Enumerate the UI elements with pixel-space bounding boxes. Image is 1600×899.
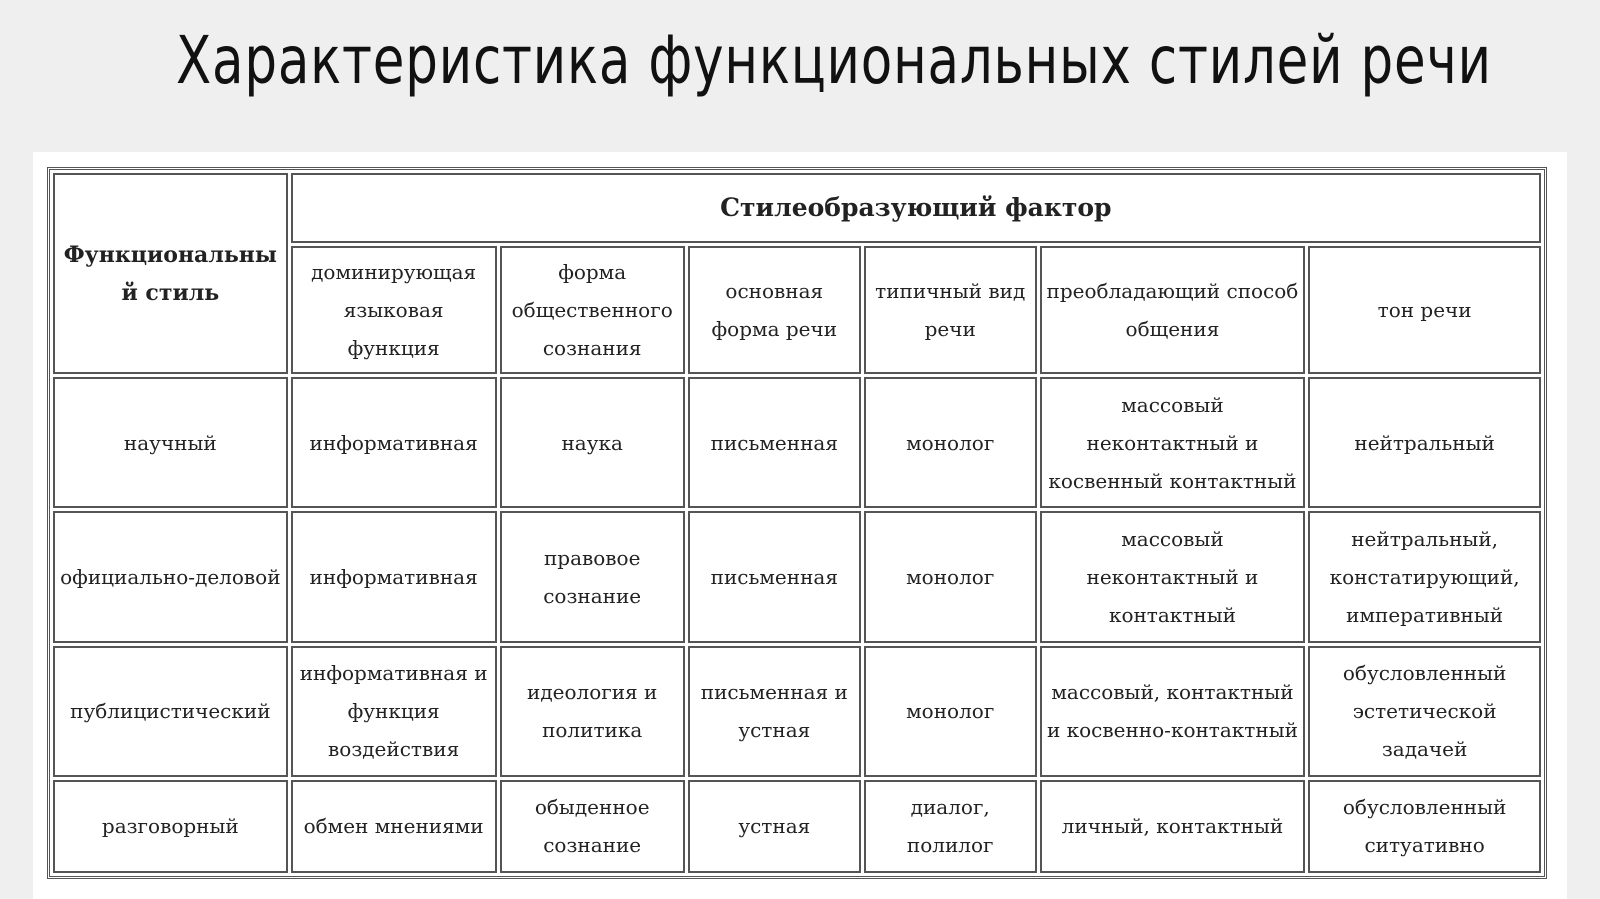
table-cell: идеология и политика	[500, 646, 685, 777]
table-cell: письменная и устная	[688, 646, 861, 777]
table-frame	[47, 167, 1547, 879]
table-cell: информативная	[291, 511, 497, 642]
column-header-consciousness-form: форма общественного сознания	[500, 246, 685, 374]
page-title: Характеристика функциональных стилей речи	[176, 22, 1492, 99]
table-cell: массовый неконтактный и косвенный контактный	[1040, 377, 1306, 508]
table-cell: массовый, контактный и косвенно-контактный	[1040, 646, 1306, 777]
table-cell: нейтральный	[1308, 377, 1541, 508]
style-column-header: Функциональный стиль	[53, 173, 288, 374]
table-cell: обыденное сознание	[500, 780, 685, 873]
factor-group-header: Стилеобразующий фактор	[291, 173, 1541, 243]
table-cell: правовое сознание	[500, 511, 685, 642]
table-cell: личный, контактный	[1040, 780, 1306, 873]
row-style-cell: разговорный	[53, 780, 288, 873]
table-row	[53, 377, 1541, 508]
table-cell: нейтральный, констатирующий, императивный	[1308, 511, 1541, 642]
table-cell: обусловленный ситуативно	[1308, 780, 1541, 873]
row-style-cell: публицистический	[53, 646, 288, 777]
column-header-language-function: доминирующая языковая функция	[291, 246, 497, 374]
row-style-cell: официально-деловой	[53, 511, 288, 642]
column-header-speech-tone: тон речи	[1308, 246, 1541, 374]
table-cell: наука	[500, 377, 685, 508]
styles-table	[50, 170, 1544, 876]
column-header-speech-form: основная форма речи	[688, 246, 861, 374]
table-cell: устная	[688, 780, 861, 873]
table-cell: массовый неконтактный и контактный	[1040, 511, 1306, 642]
table-sheet	[33, 152, 1567, 899]
table-row	[53, 511, 1541, 642]
table-cell: информативная	[291, 377, 497, 508]
table-cell: монолог	[864, 377, 1037, 508]
table-cell: письменная	[688, 511, 861, 642]
table-cell: монолог	[864, 646, 1037, 777]
table-cell: информативная и функция воздействия	[291, 646, 497, 777]
table-cell: диалог, полилог	[864, 780, 1037, 873]
table-cell: монолог	[864, 511, 1037, 642]
column-header-speech-type: типичный вид речи	[864, 246, 1037, 374]
header-row-top	[53, 173, 1541, 243]
table-cell: обусловленный эстетической задачей	[1308, 646, 1541, 777]
table-row	[53, 646, 1541, 777]
row-style-cell: научный	[53, 377, 288, 508]
table-row	[53, 780, 1541, 873]
table-cell: обмен мнениями	[291, 780, 497, 873]
column-header-communication-method: преобладающий способ общения	[1040, 246, 1306, 374]
table-cell: письменная	[688, 377, 861, 508]
